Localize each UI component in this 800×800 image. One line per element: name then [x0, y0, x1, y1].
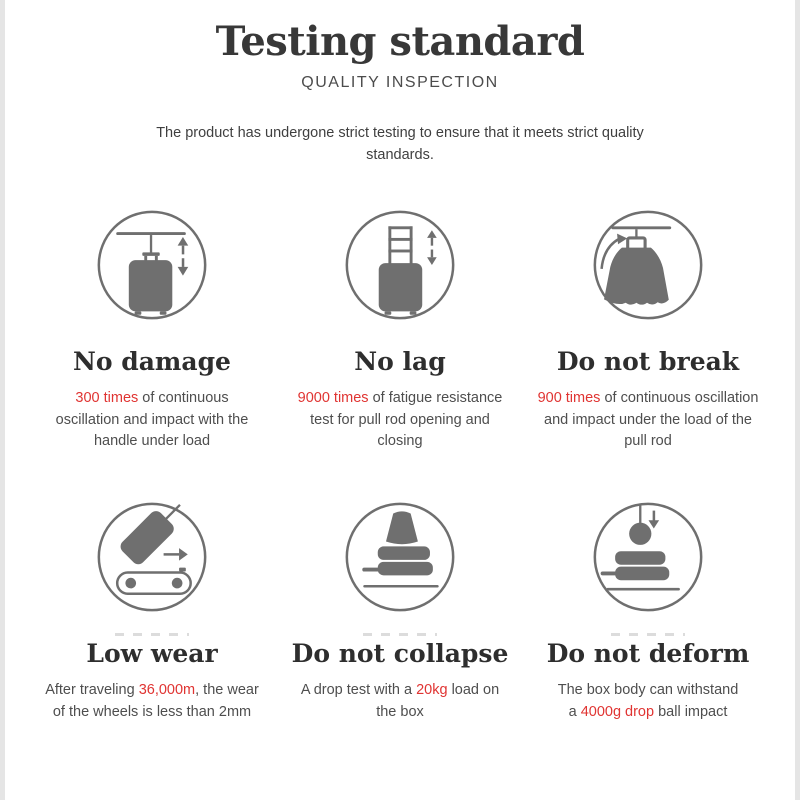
suitcase-pull-rod-icon — [342, 207, 458, 323]
card-description — [534, 388, 762, 453]
swinging-bag-icon — [590, 207, 706, 323]
card-description — [555, 680, 741, 724]
highlight-value: 36,000m — [138, 682, 196, 699]
card-do-not-collapse — [276, 499, 524, 724]
description-text: , the wear of the wheels is less than 2mm — [52, 682, 259, 720]
description-text: A drop test with a — [300, 682, 417, 699]
card-low-wear — [28, 499, 276, 724]
card-description — [298, 388, 503, 453]
card-title: Do not break — [556, 346, 740, 376]
highlight-value: 900 times — [537, 389, 601, 406]
intro-text: The product has undergone strict testing to ensure that it meets strict quality standards. — [156, 125, 644, 164]
card-no-lag — [276, 207, 524, 453]
description-text: of continuous oscillation and impact under the load of the pull rod — [544, 389, 759, 450]
description-text: of fatigue resistance test for pull rod opening and closing — [310, 389, 503, 450]
highlight-value: 9000 times — [297, 389, 369, 406]
drop-ball-icon — [590, 499, 706, 615]
card-title: Do not collapse — [291, 639, 509, 669]
card-description — [46, 388, 258, 453]
erased-text-artifact — [115, 633, 189, 636]
card-title: Low wear — [86, 639, 218, 669]
highlight-value: 4000g drop — [580, 703, 655, 720]
highlight-value: 20kg — [416, 682, 448, 699]
description-text: of continuous oscillation and impact with the handle under load — [55, 389, 249, 450]
card-do-not-break — [524, 207, 772, 453]
weight-on-box-icon — [342, 499, 458, 615]
erased-text-artifact — [363, 633, 437, 636]
card-no-damage — [28, 207, 276, 453]
card-description — [300, 680, 500, 724]
right-edge-strip — [795, 0, 800, 800]
card-do-not-deform — [524, 499, 772, 724]
header — [0, 0, 800, 167]
card-title: No damage — [73, 346, 231, 376]
highlight-value: 300 times — [75, 389, 139, 406]
suitcase-handle-oscillation-icon — [94, 207, 210, 323]
erased-text-artifact — [611, 633, 685, 636]
suitcase-conveyor-icon — [94, 499, 210, 615]
page-subtitle: QUALITY INSPECTION — [301, 74, 499, 91]
description-text: The box body can withstand a — [557, 682, 739, 720]
test-cards-grid — [0, 207, 800, 724]
left-edge-strip — [0, 0, 5, 800]
description-text: After traveling — [45, 682, 139, 699]
description-text: load on the box — [376, 682, 500, 720]
description-text: ball impact — [654, 703, 728, 720]
page-title: Testing standard — [215, 18, 585, 65]
card-description — [41, 680, 263, 724]
card-title: Do not deform — [546, 639, 750, 669]
card-title: No lag — [354, 346, 446, 376]
